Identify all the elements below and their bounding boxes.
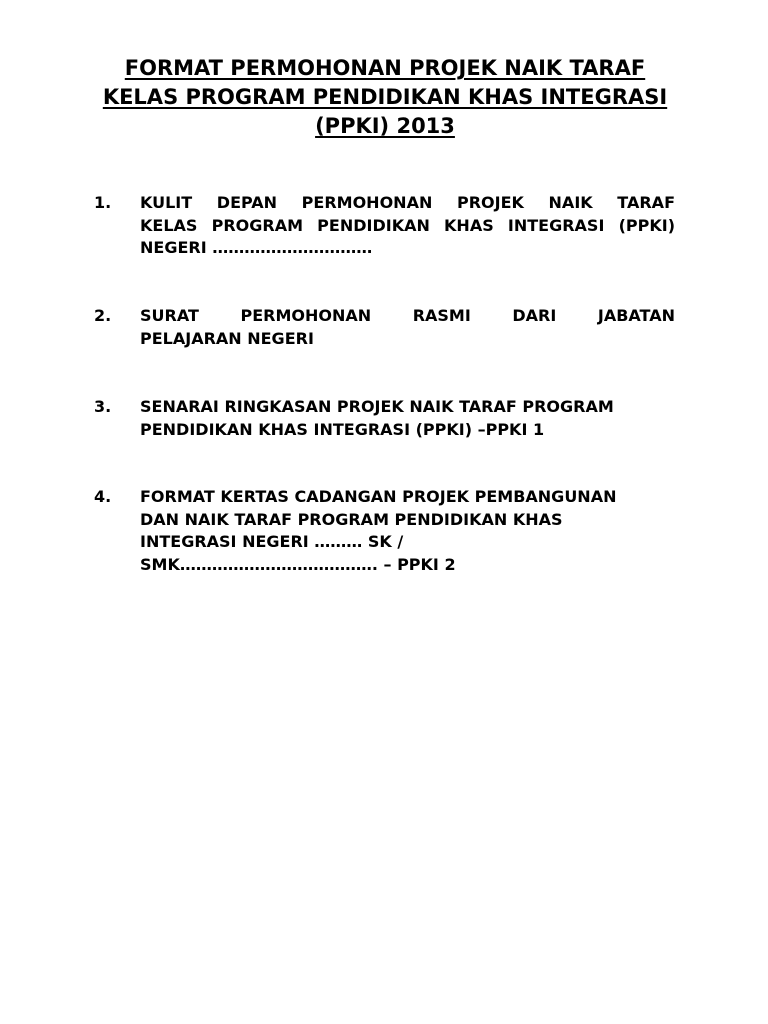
item-number: 3. (94, 397, 112, 416)
item-text (140, 305, 675, 350)
item-line: SMK………………………………. – PPKI 2 (140, 554, 456, 574)
item-text (140, 192, 675, 260)
item-line: INTEGRASI NEGERI ……… SK / (140, 532, 404, 551)
title-line-3: (PPKI) 2013 (315, 114, 455, 138)
item-line: PELAJARAN NEGERI (140, 328, 314, 348)
title-line-2: KELAS PROGRAM PENDIDIKAN KHAS INTEGRASI (102, 85, 668, 109)
item-text (140, 486, 675, 576)
item-line: FORMAT KERTAS CADANGAN PROJEK PEMBANGUNAN (140, 487, 617, 506)
item-line: KELAS PROGRAM PENDIDIKAN KHAS INTEGRASI (PPKI) (140, 215, 675, 235)
title-line-1: FORMAT PERMOHONAN PROJEK NAIK TARAF (124, 56, 646, 80)
item-line: SENARAI RINGKASAN PROJEK NAIK TARAF PROGRAM (140, 397, 614, 416)
item-text (140, 396, 675, 441)
item-line: SURAT PERMOHONAN RASMI DARI JABATAN (140, 306, 675, 325)
item-number: 1. (94, 193, 112, 212)
item-number: 4. (94, 487, 112, 506)
item-line: DAN NAIK TARAF PROGRAM PENDIDIKAN KHAS (140, 509, 563, 529)
item-number: 2. (94, 306, 112, 325)
item-line: KULIT DEPAN PERMOHONAN PROJEK NAIK TARAF (140, 193, 675, 212)
item-line: PENDIDIKAN KHAS INTEGRASI (PPKI) –PPKI 1 (140, 419, 545, 439)
item-line: NEGERI ………………………… (140, 238, 373, 257)
document-title (80, 54, 690, 141)
